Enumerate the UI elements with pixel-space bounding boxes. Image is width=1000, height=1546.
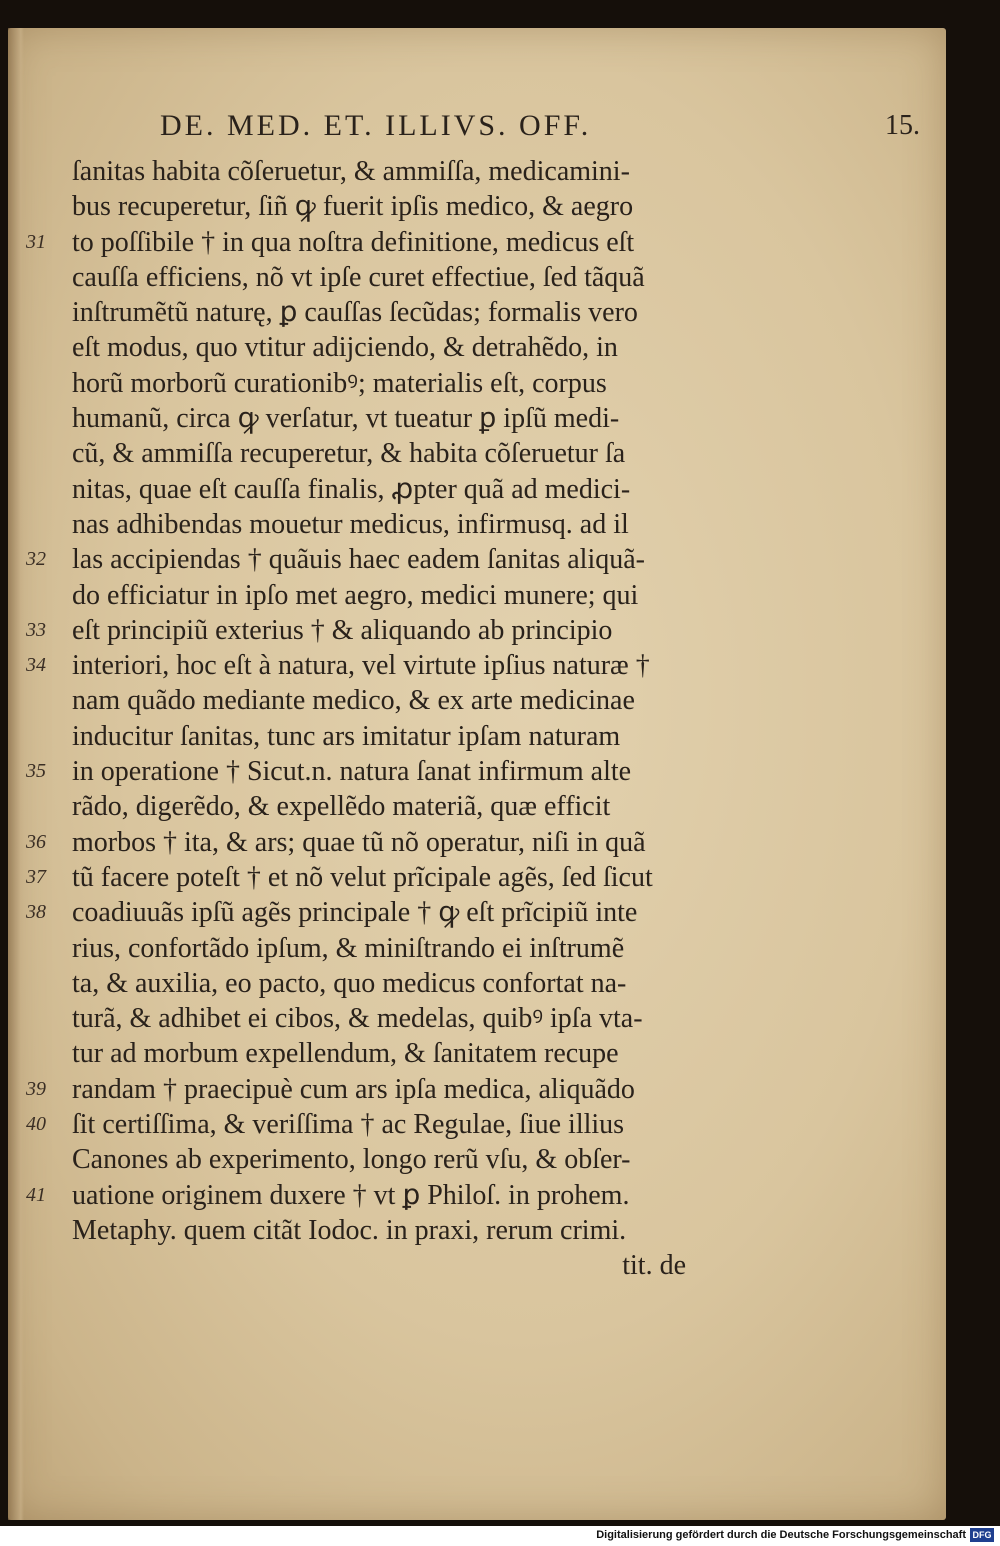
text-line bbox=[26, 895, 796, 930]
page-header bbox=[160, 98, 920, 154]
margin-note-number: 32 bbox=[26, 548, 46, 571]
line-text: uatione originem duxere † vt ꝑ Philoſ. in prohem. bbox=[72, 1179, 630, 1211]
line-text: morbos † ita, & ars; quae tũ nõ operatur, niſi in quã bbox=[72, 826, 646, 858]
text-line bbox=[26, 507, 796, 542]
line-text: inſtrumẽtũ naturę, ꝑ cauſſas ſecũdas; formalis vero bbox=[72, 297, 638, 329]
line-text: tur ad morbum expellendum, & ſanitatem recupe bbox=[72, 1038, 619, 1070]
text-line bbox=[26, 225, 796, 260]
line-text: turã, & adhibet ei cibos, & medelas, quibꝰ ipſa vta- bbox=[72, 1003, 643, 1035]
text-line bbox=[26, 1142, 796, 1177]
text-line bbox=[26, 295, 796, 330]
line-text: bus recuperetur, ſiñ ꝙ fuerit ipſis medico, & aegro bbox=[72, 191, 634, 223]
line-text: rius, confortãdo ipſum, & miniſtrando ei inſtrumẽ bbox=[72, 932, 625, 964]
text-line bbox=[26, 825, 796, 860]
text-line bbox=[26, 789, 796, 824]
line-text: cũ, & ammiſſa recuperetur, & habita cõſeruetur ſa bbox=[72, 438, 626, 470]
footer-credit: Digitalisierung gefördert durch die Deutsche Forschungsgemeinschaft bbox=[596, 1529, 966, 1541]
line-text: do efficiatur in ipſo met aegro, medici munere; qui bbox=[72, 579, 639, 611]
line-text: Canones ab experimento, longo rerũ vſu, & obſer- bbox=[72, 1144, 631, 1176]
text-line bbox=[26, 931, 796, 966]
dfg-logo: DFG bbox=[970, 1528, 994, 1542]
text-line bbox=[26, 542, 796, 577]
text-line bbox=[26, 1001, 796, 1036]
margin-note-number: 33 bbox=[26, 618, 46, 641]
margin-note-number: 39 bbox=[26, 1077, 46, 1100]
text-line bbox=[26, 189, 796, 224]
line-text: ſit certiſſima, & veriſſima † ac Regulae, ſiue illius bbox=[72, 1109, 625, 1141]
line-text: randam † praecipuè cum ars ipſa medica, aliquãdo bbox=[72, 1073, 635, 1105]
line-text: nam quãdo mediante medico, & ex arte medicinae bbox=[72, 685, 635, 717]
margin-note-number: 36 bbox=[26, 830, 46, 853]
text-line bbox=[26, 366, 796, 401]
text-line bbox=[26, 436, 796, 471]
line-text: nas adhibendas mouetur medicus, infirmusq. ad il bbox=[72, 508, 629, 540]
text-line bbox=[26, 1072, 796, 1107]
margin-note-number: 41 bbox=[26, 1183, 46, 1206]
text-line bbox=[26, 154, 796, 189]
line-text: in operatione † Sicut.n. natura ſanat infirmum alte bbox=[72, 756, 632, 788]
text-line bbox=[26, 1178, 796, 1213]
text-line bbox=[26, 719, 796, 754]
text-line bbox=[26, 330, 796, 365]
line-text: horũ morborũ curationibꝰ; materialis eſt, corpus bbox=[72, 367, 607, 399]
line-text: nitas, quae eſt cauſſa finalis, ꝓpter quã ad medici- bbox=[72, 473, 631, 505]
line-text: rãdo, digerẽdo, & expellẽdo materiã, quæ efficit bbox=[72, 791, 611, 823]
text-line bbox=[26, 578, 796, 613]
line-text: cauſſa efficiens, nõ vt ipſe curet effectiue, ſed tãquã bbox=[72, 261, 645, 293]
line-text: eſt principiũ exterius † & aliquando ab principio bbox=[72, 614, 613, 646]
text-line bbox=[26, 966, 796, 1001]
catchword-line bbox=[26, 1248, 796, 1283]
line-text: interiori, hoc eſt à natura, vel virtute ipſius naturæ † bbox=[72, 650, 650, 682]
margin-note-number: 34 bbox=[26, 654, 46, 677]
line-text: ta, & auxilia, eo pacto, quo medicus confortat na- bbox=[72, 967, 627, 999]
text-line bbox=[26, 472, 796, 507]
text-line bbox=[26, 1213, 796, 1248]
text-line bbox=[26, 613, 796, 648]
text-line bbox=[26, 860, 796, 895]
text-line bbox=[26, 683, 796, 718]
line-text: humanũ, circa ꝙ verſatur, vt tueatur ꝑ ipſũ medi- bbox=[72, 403, 620, 435]
catchword: tit. de bbox=[622, 1250, 686, 1282]
text-line bbox=[26, 401, 796, 436]
line-text: to poſſibile † in qua noſtra definitione, medicus eſt bbox=[72, 226, 635, 258]
text-line bbox=[26, 1107, 796, 1142]
margin-note-number: 35 bbox=[26, 760, 46, 783]
text-line bbox=[26, 1036, 796, 1071]
margin-note-number: 31 bbox=[26, 230, 46, 253]
line-text: coadiuuãs ipſũ agẽs principale † ꝙ eſt prĩcipiũ inte bbox=[72, 897, 638, 929]
line-text: eſt modus, quo vtitur adijciendo, & detrahẽdo, in bbox=[72, 332, 618, 364]
line-text: tũ facere poteſt † et nõ velut prĩcipale agẽs, ſed ſicut bbox=[72, 861, 653, 893]
text-block bbox=[26, 154, 796, 1284]
line-text: inducitur ſanitas, tunc ars imitatur ipſam naturam bbox=[72, 720, 621, 752]
text-line bbox=[26, 648, 796, 683]
line-text: ſanitas habita cõſeruetur, & ammiſſa, medicamini- bbox=[72, 156, 630, 187]
running-title: DE. MED. ET. ILLIVS. OFF. bbox=[160, 109, 592, 142]
page-number: 15. bbox=[885, 110, 920, 141]
page-binding-edge bbox=[8, 28, 24, 1520]
footer-bar bbox=[0, 1526, 1000, 1546]
text-line bbox=[26, 754, 796, 789]
line-text: las accipiendas † quãuis haec eadem ſanitas aliquã- bbox=[72, 544, 645, 576]
margin-note-number: 37 bbox=[26, 865, 46, 888]
book-page bbox=[8, 28, 946, 1520]
text-line bbox=[26, 260, 796, 295]
line-text: Metaphy. quem citãt Iodoc. in praxi, rerum crimi. bbox=[72, 1214, 627, 1246]
margin-note-number: 40 bbox=[26, 1113, 46, 1136]
margin-note-number: 38 bbox=[26, 901, 46, 924]
